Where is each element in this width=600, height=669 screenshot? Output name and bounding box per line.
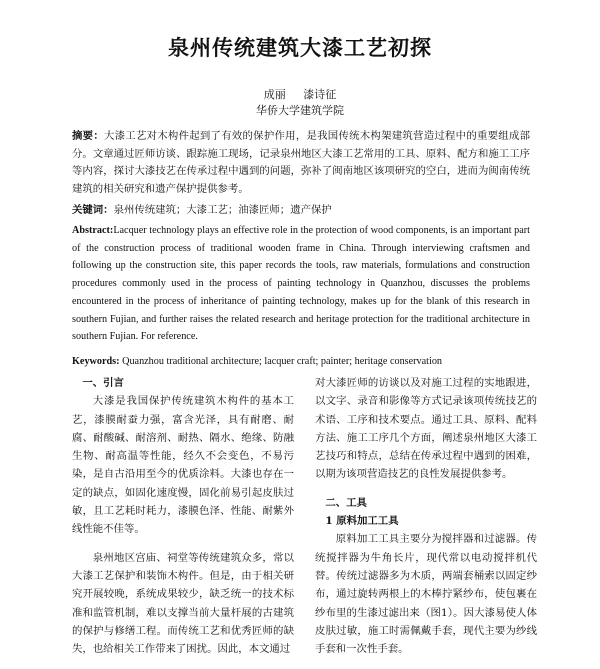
paragraph: 对大漆匠师的访谈以及对施工过程的实地跟进，以文字、录音和影像等方式记录该项传统技艺的术语、工序和技术要点。通过工具、原料、配料方法、施工工序几个方面，阐述泉州地区大漆工艺技巧和特点，总结在传承过程中遇到的困难，以期为该项营造技艺的良性发展提供参考。 — [315, 377, 537, 481]
left-column — [72, 374, 294, 658]
right-column — [315, 374, 537, 658]
section-heading-tools: 二、工具 — [325, 496, 367, 509]
abstract-cn-label: 摘要： — [72, 130, 104, 142]
paragraph: 大漆是我国保护传统建筑木构件的基本工艺，漆膜耐蚕力强，富含光泽，具有耐磨、耐腐、耐酸碱、耐溶剂、耐热、隔水、绝缘、防融生物、耐高温等性能，经久不会变色，不易污染，是自古沿用至今的优质涂料。大漆也存在一定的缺点，如固化速度慢，固化前易引起皮肤过敏，且工艺耗时耗力，漆膜色泽、性能、耐紫外线性能不佳等。 — [72, 395, 294, 536]
keywords-cn-text: 泉州传统建筑；大漆工艺；油漆匠师；遗产保护 — [113, 204, 332, 216]
keywords-cn — [72, 202, 530, 218]
section-heading-introduction: 一、引言 — [82, 377, 124, 389]
paper-title: 泉州传统建筑大漆工艺初探 — [168, 36, 432, 60]
keywords-cn-label: 关键词： — [72, 204, 114, 216]
abstract-cn — [72, 128, 530, 198]
abstract-en-text: Lacquer technology plays an effective role in the protection of wood components, is an important part of the construction process of traditional wooden frame in China. Through interviewing craftsmen and following up the construction site, this paper records the tools, raw materials, formulations and construction procedures commonly used in the process of painting technology in Quanzhou, discusses the problems encountered in the process of inheritance of painting technology, makes up for the blank of this research in southern Fujian, and further raises the related research and heritage protection for the traditional architecture in southern Fujian. For reference. — [72, 225, 530, 343]
abstract-cn-text: 大漆工艺对木构件起到了有效的保护作用，是我国传统木构架建筑营造过程中的重要组成部分。文章通过匠师访谈、跟踪施工现场，记录泉州地区大漆工艺常用的工具、原料、配方和施工工序等内容，探讨大漆技艺在传承过程中遇到的问题，弥补了闽南地区该项研究的空白，进而为闽南传统建筑的相关研究和遗产保护提供参考。 — [72, 130, 531, 195]
abstract-en-label: Abstract: — [72, 225, 114, 236]
authors: 成丽 漆诗征 — [263, 88, 337, 101]
keywords-en — [72, 354, 530, 370]
affiliation: 华侨大学建筑学院 — [256, 104, 344, 117]
paragraph: 泉州地区宫庙、祠堂等传统建筑众多，常以大漆工艺保护和装饰木构件。但是，由于相关研究开展较晚，系统成果较少，缺乏统一的技术标准和监管机制，难以支撑当前大量杆展的古建筑的保护与修缮工程。而传统工艺和优秀匠师的缺失，也给相关工作带来了困扰。因此，本文通过 — [72, 551, 294, 656]
subsection-heading-tools: 1 原料加工工具 — [325, 515, 399, 528]
keywords-en-label: Keywords: — [72, 356, 120, 367]
keywords-en-text: Quanzhou traditional architecture; lacquer craft; painter; heritage conservation — [122, 356, 443, 367]
paragraph: 原料加工工具主要分为搅拌器和过滤器。传统搅拌器为牛角长片，现代常以电动搅拌机代替。传统过滤器多为木质，两端套桶索以固定纱布，通过旋转两根上的木棒拧紧纱布，使包裹在纱布里的生漆过滤出来（图1）。因大漆易使人体皮肤过敏，施工时需佩戴手套，现代主要为纱线手套和一次性手套。 — [315, 533, 537, 656]
abstract-en — [72, 222, 530, 346]
